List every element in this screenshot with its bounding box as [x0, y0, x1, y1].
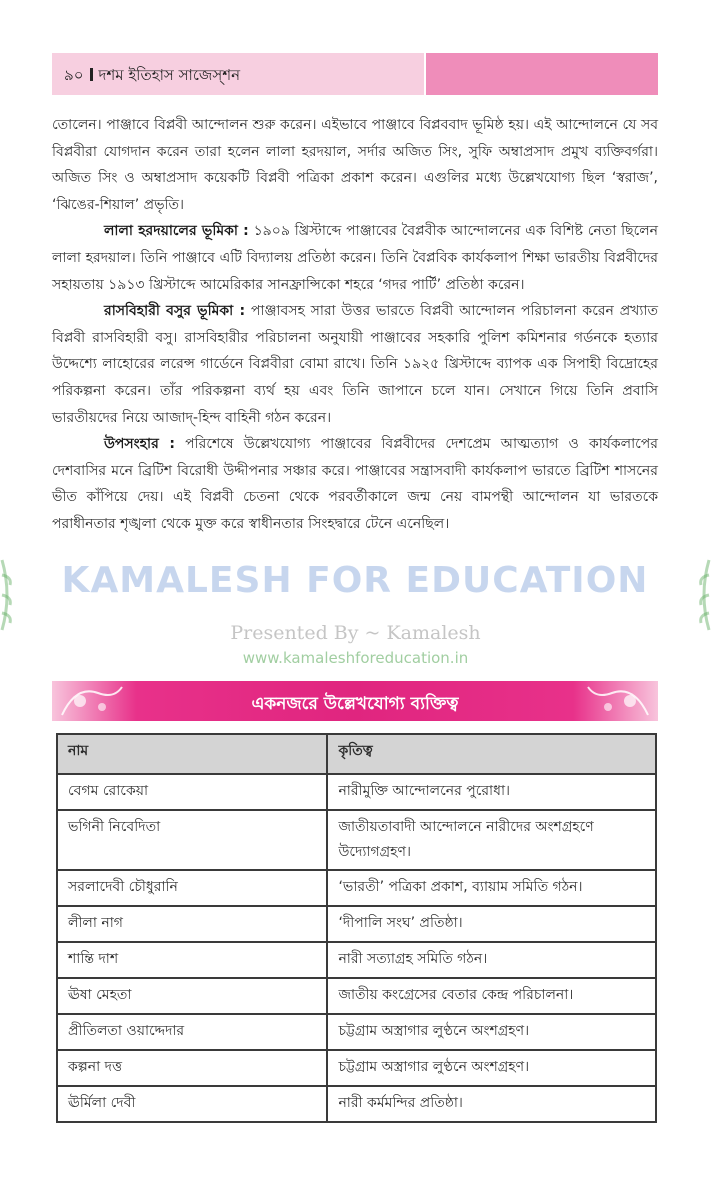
cell-name: ঊষা মেহতা: [57, 978, 327, 1014]
book-title: দশম ইতিহাস সাজেস্শন: [98, 66, 241, 84]
banner-title: একনজরে উল্লেখযোগ্য ব্যক্তিত্ব: [251, 694, 459, 714]
text-har-dayal: ১৯০৯ খ্রিস্টাব্দে পাঞ্জাবের বৈপ্লবীক আন্দোলনের এক বিশিষ্ট নেতা ছিলেন লালা হরদয়াল। তিনি পাঞ্জাবে এটি বিদ্যালয় প্রতিষ্ঠা করেন। তিনি বৈপ্লবিক কার্যকলাপ শিক্ষা ভারতীয় বিপ্লবীদের সহায়তায় ১৯১৩ খ্রিস্টাব্দে আমেরিকার সানফ্রান্সিকো শহরে ‘গদর পার্টি’ প্রতিষ্ঠা করেন।: [52, 223, 658, 293]
cell-name: শান্তি দাশ: [57, 942, 327, 978]
cell-name: লীলা নাগ: [57, 906, 327, 942]
cell-achievement: চট্টগ্রাম অস্ত্রাগার লুণ্ঠনে অংশগ্রহণ।: [327, 1050, 656, 1086]
page-number: ৯০: [64, 66, 84, 84]
paragraph-intro: তোলেন। পাঞ্জাবে বিপ্লবী আন্দোলন শুরু করেন। এইভাবে পাঞ্জাবে বিপ্লববাদ ভূমিষ্ঠ হয়। এই আন্দোলনে যে সব বিপ্লবীরা যোগদান করেন তারা হলেন লালা হরদয়াল, সর্দার অজিত সিং, সুফি অম্বাপ্রসাদ প্রমুখ ব্যক্তিবর্গরা। অজিত সিং ও অম্বাপ্রসাদ কয়েকটি বিপ্লবী পত্রিকা প্রকাশ করেন। এগুলির মধ্যে উল্লেখযোগ্য ছিল ‘স্বরাজ’, ‘ঝিঙের-শিয়াল’ প্রভৃতি।: [52, 117, 658, 213]
heading-har-dayal: লালা হরদয়ালের ভূমিকা :: [104, 223, 249, 240]
column-header-achievement: কৃতিত্ব: [327, 734, 656, 774]
section-banner: [52, 681, 658, 721]
watermark-brand: KAMALESH FOR EDUCATION: [61, 560, 649, 601]
table-row: [57, 942, 656, 978]
paragraph-har-dayal: [52, 218, 658, 298]
paragraph-rash-behari: [52, 298, 658, 431]
cell-achievement: ‘দীপালি সংঘ’ প্রতিষ্ঠা।: [327, 906, 656, 942]
table-row: [57, 870, 656, 906]
table-row: [57, 810, 656, 870]
cell-name: ঊর্মিলা দেবী: [57, 1086, 327, 1122]
table-header-row: [57, 734, 656, 774]
table-row: [57, 1050, 656, 1086]
heading-rash-behari: রাসবিহারী বসুর ভূমিকা :: [104, 303, 246, 320]
cell-achievement: নারী কর্মমন্দির প্রতিষ্ঠা।: [327, 1086, 656, 1122]
personalities-table: [56, 733, 657, 1123]
watermark-presented-by: Presented By ~ Kamalesh: [230, 622, 481, 644]
cell-name: ভগিনী নিবেদিতা: [57, 810, 327, 870]
cell-achievement: জাতীয়তাবাদী আন্দোলনে নারীদের অংশগ্রহণে উদ্যোগগ্রহণ।: [327, 810, 656, 870]
table-row: [57, 906, 656, 942]
table-row: [57, 1086, 656, 1122]
header-text: [64, 64, 240, 89]
paragraph-conclusion: [52, 431, 658, 537]
cell-achievement: চট্টগ্রাম অস্ত্রাগার লুণ্ঠনে অংশগ্রহণ।: [327, 1014, 656, 1050]
watermark-website: www.kamaleshforeducation.in: [242, 649, 469, 667]
cell-name: কল্পনা দত্ত: [57, 1050, 327, 1086]
cell-achievement: নারীমুক্তি আন্দোলনের পুরোধা।: [327, 774, 656, 810]
heading-conclusion: উপসংহার :: [104, 436, 175, 453]
table-row: [57, 774, 656, 810]
column-header-name: নাম: [57, 734, 327, 774]
page-header: [52, 53, 658, 95]
cell-achievement: জাতীয় কংগ্রেসের বেতার কেন্দ্র পরিচালনা।: [327, 978, 656, 1014]
header-title-block: [52, 53, 424, 95]
table-row: [57, 978, 656, 1014]
cell-name: বেগম রোকেয়া: [57, 774, 327, 810]
text-conclusion: পরিশেষে উল্লেখযোগ্য পাঞ্জাবের বিপ্লবীদের দেশপ্রেম আত্মত্যাগ ও কার্যকলাপের দেশবাসির মনে ব্রিটিশ বিরোধী উদ্দীপনার সঞ্চার করে। পাঞ্জাবের সন্ত্রাসবাদী কার্যকলাপ ভারতে ব্রিটিশ শাসনের ভীত কাঁপিয়ে দেয়। এই বিপ্লবী চেতনা থেকে পরবর্তীকালে জন্ম নেয় বামপন্থী আন্দোলন যা ভারতকে পরাধীনতার শৃঙ্খলা থেকে মুক্ত করে স্বাধীনতার সিংহদ্বারে টেনে এনেছিল।: [52, 436, 658, 532]
cell-name: সরলাদেবী চৌধুরানি: [57, 870, 327, 906]
header-divider: [90, 68, 93, 81]
cell-achievement: ‘ভারতী’ পত্রিকা প্রকাশ, ব্যায়াম সমিতি গঠন।: [327, 870, 656, 906]
text-rash-behari: পাঞ্জাবসহ সারা উত্তর ভারতে বিপ্লবী আন্দোলন পরিচালনা করেন প্রখ্যাত বিপ্লবী রাসবিহারী বসু। রাসবিহারীর পরিচালনা অনুযায়ী পাঞ্জাবের সহকারি পুলিশ কমিশনার গর্ডনকে হত্যার উদ্দেশ্যে লাহোরের লরেন্স গার্ডেনে বিপ্লবীরা বোমা রাখে। তিনি ১৯২৫ খ্রিস্টাব্দে ব্যাপক এক সিপাহী বিদ্রোহের পরিকল্পনা করেন। তাঁর পরিকল্পনা ব্যর্থ হয় এবং তিনি জাপানে চলে যান। সেখানে গিয়ে তিনি প্রবাসি ভারতীয়দের নিয়ে আজাদ্‌-হিন্দ বাহিনী গঠন করেন।: [52, 303, 658, 426]
header-accent-block: [426, 53, 658, 95]
cell-achievement: নারী সত্যাগ্রহ সমিতি গঠন।: [327, 942, 656, 978]
cell-name: প্রীতিলতা ওয়াদ্দেদার: [57, 1014, 327, 1050]
article-body: [52, 112, 658, 538]
table-row: [57, 1014, 656, 1050]
